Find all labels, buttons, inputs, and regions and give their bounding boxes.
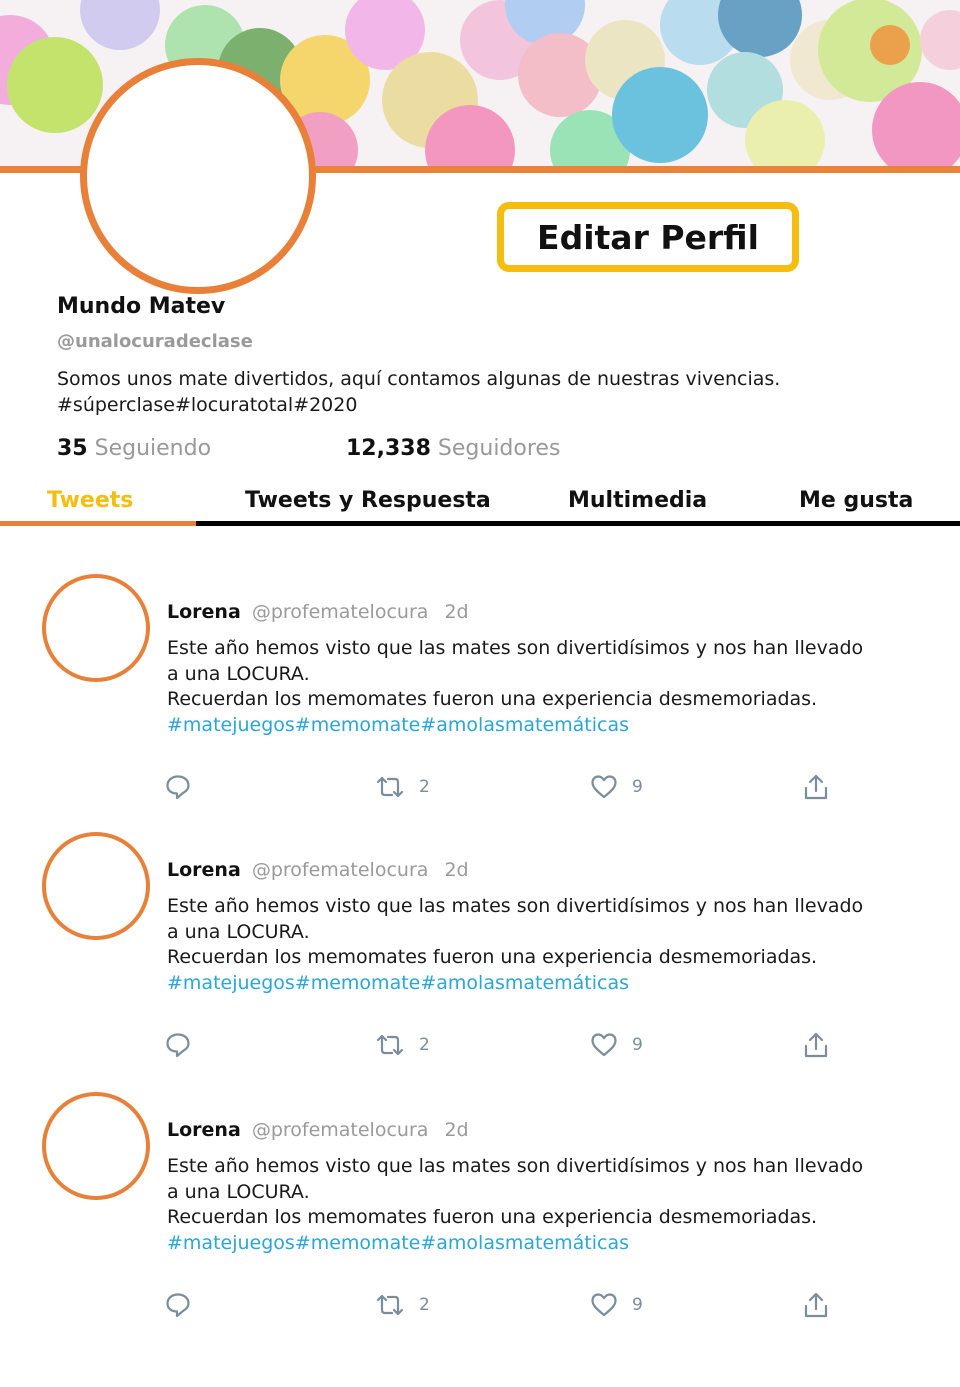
tab-likes[interactable]: Me gusta	[799, 488, 914, 513]
profile-bio-line: Somos unos mate divertidos, aquí contamos algunas de nuestras vivencias.	[57, 368, 781, 390]
profile-handle: @unalocuradeclase	[57, 331, 253, 352]
retweet-button[interactable]	[375, 1290, 430, 1320]
retweet-button[interactable]	[375, 1030, 430, 1060]
profile-bio-hashtags: #súperclase#locuratotal#2020	[57, 394, 358, 416]
tweet-handle[interactable]: @profematelocura	[251, 859, 429, 881]
active-tab-indicator	[0, 521, 196, 526]
share-button[interactable]	[803, 1030, 829, 1060]
tweet-text-line: a una LOCURA.	[167, 920, 310, 943]
like-button[interactable]	[590, 1030, 643, 1060]
tweet-handle[interactable]: @profematelocura	[251, 1119, 429, 1141]
share-button[interactable]	[803, 772, 829, 802]
tabs-divider	[196, 521, 960, 526]
tweet-hashtags[interactable]: #matejuegos#memomate#amolasmatemáticas	[167, 971, 630, 994]
tweet-text-line: Este año hemos visto que las mates son divertidísimos y nos han llevado	[167, 637, 864, 659]
tab-media[interactable]: Multimedia	[568, 488, 708, 513]
tweet-card[interactable]	[0, 832, 960, 1072]
tweet-text-line: a una LOCURA.	[167, 1180, 310, 1203]
tweet-time: 2d	[444, 859, 469, 881]
profile-bio	[57, 366, 917, 418]
following-stat[interactable]	[57, 436, 211, 461]
tweet-card[interactable]	[0, 574, 960, 814]
reply-button[interactable]	[165, 1290, 191, 1320]
tweet-avatar[interactable]	[42, 1092, 150, 1200]
tweet-text-line: Recuerdan los memomates fueron una experiencia desmemoriadas.	[167, 1206, 818, 1228]
followers-count: 12,338	[346, 436, 431, 461]
heart-icon	[590, 1032, 618, 1058]
tweet-author[interactable]: Lorena	[167, 601, 241, 623]
reply-icon	[165, 774, 191, 800]
share-button[interactable]	[803, 1290, 829, 1320]
followers-label: Seguidores	[437, 436, 561, 461]
tweet-header	[167, 1119, 469, 1141]
retweet-count: 2	[419, 1295, 430, 1315]
tweet-card[interactable]	[0, 1092, 960, 1332]
like-count: 9	[632, 1035, 643, 1055]
profile-name: Mundo Matev	[57, 294, 226, 319]
retweet-icon	[375, 1292, 405, 1318]
reply-icon	[165, 1292, 191, 1318]
tweet-text	[167, 894, 927, 996]
tweet-text-line: a una LOCURA.	[167, 662, 310, 685]
retweet-count: 2	[419, 777, 430, 797]
retweet-icon	[375, 774, 405, 800]
like-button[interactable]	[590, 772, 643, 802]
tweet-text-line: Recuerdan los memomates fueron una experiencia desmemoriadas.	[167, 688, 818, 710]
tweet-header	[167, 859, 469, 881]
retweet-icon	[375, 1032, 405, 1058]
share-icon	[803, 1291, 829, 1319]
tweet-hashtags[interactable]: #matejuegos#memomate#amolasmatemáticas	[167, 1231, 630, 1254]
tweet-time: 2d	[444, 601, 469, 623]
share-icon	[803, 773, 829, 801]
profile-avatar[interactable]	[80, 58, 316, 294]
tab-tweets[interactable]: Tweets	[47, 488, 134, 513]
tweet-text	[167, 1154, 927, 1256]
tweet-header	[167, 601, 469, 623]
tweet-text-line: Este año hemos visto que las mates son divertidísimos y nos han llevado	[167, 1155, 864, 1177]
reply-icon	[165, 1032, 191, 1058]
like-count: 9	[632, 1295, 643, 1315]
tweet-avatar[interactable]	[42, 574, 150, 682]
tweet-avatar[interactable]	[42, 832, 150, 940]
reply-button[interactable]	[165, 772, 191, 802]
tweet-author[interactable]: Lorena	[167, 1119, 241, 1141]
like-count: 9	[632, 777, 643, 797]
heart-icon	[590, 774, 618, 800]
tweet-time: 2d	[444, 1119, 469, 1141]
reply-button[interactable]	[165, 1030, 191, 1060]
retweet-button[interactable]	[375, 772, 430, 802]
following-label: Seguiendo	[94, 436, 212, 461]
heart-icon	[590, 1292, 618, 1318]
tweet-author[interactable]: Lorena	[167, 859, 241, 881]
following-count: 35	[57, 436, 88, 461]
edit-profile-button[interactable]: Editar Perfil	[497, 202, 799, 272]
tweet-handle[interactable]: @profematelocura	[251, 601, 429, 623]
retweet-count: 2	[419, 1035, 430, 1055]
tweet-text-line: Recuerdan los memomates fueron una experiencia desmemoriadas.	[167, 946, 818, 968]
followers-stat[interactable]	[346, 436, 560, 461]
tweet-hashtags[interactable]: #matejuegos#memomate#amolasmatemáticas	[167, 713, 630, 736]
tweet-text	[167, 636, 927, 738]
like-button[interactable]	[590, 1290, 643, 1320]
tab-tweets-replies[interactable]: Tweets y Respuesta	[245, 488, 491, 513]
tweet-text-line: Este año hemos visto que las mates son divertidísimos y nos han llevado	[167, 895, 864, 917]
share-icon	[803, 1031, 829, 1059]
